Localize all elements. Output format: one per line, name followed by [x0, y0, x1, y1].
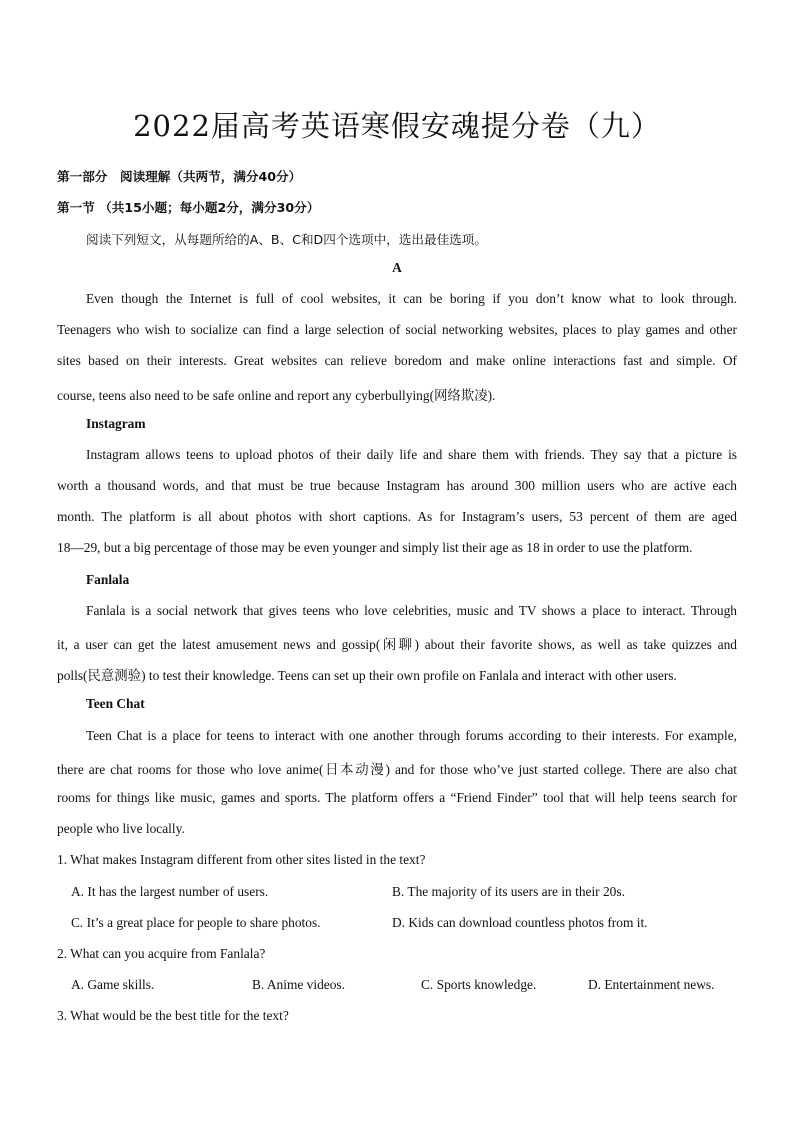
intro-line: sites based on their interests. Great websites can relieve boredom and make online interactions fast and simple. Of [57, 353, 737, 368]
question-stem: 1. What makes Instagram different from other sites listed in the text? [57, 852, 426, 867]
question-stem: 3. What would be the best title for the text? [57, 1008, 289, 1023]
instagram-line: month. The platform is all about photos with short captions. As for Instagram’s users, 53 percent of them are aged [57, 509, 737, 524]
teenchat-line: Teen Chat is a place for teens to interact with one another through forums according to their interests. For example, [86, 728, 737, 743]
question-stem: 2. What can you acquire from Fanlala? [57, 946, 266, 961]
fanlala-line: polls(民意测验) to test their knowledge. Teens can set up their own profile on Fanlala and interact with other users. [57, 668, 677, 683]
option-d: D. Kids can download countless photos from it. [392, 915, 648, 930]
teenchat-line: rooms for things like music, games and sports. The platform offers a “Friend Finder” tool that will help teens search for [57, 790, 737, 805]
teenchat-heading: Teen Chat [86, 696, 145, 711]
section1-heading: 第一节 （共15小题；每小题2分，满分30分） [57, 200, 320, 215]
intro-line: course, teens also need to be safe online and report any cyberbullying(网络欺凌). [57, 388, 496, 403]
passage-label: A [392, 260, 402, 275]
fanlala-line: Fanlala is a social network that gives teens who love celebrities, music and TV shows a place to interact. Through [86, 603, 737, 618]
fanlala-heading: Fanlala [86, 572, 130, 587]
teenchat-line: there are chat rooms for those who love anime(日本动漫) and for those who’ve just started college. There are also chat [57, 762, 737, 777]
instagram-line: 18—29, but a big percentage of those may be even younger and simply list their age as 18 in order to use the platform. [57, 540, 693, 555]
instagram-line: Instagram allows teens to upload photos of their daily life and share them with friends. They say that a picture is [86, 447, 737, 462]
teenchat-line: people who live locally. [57, 821, 185, 836]
part1-heading: 第一部分 阅读理解（共两节，满分40分） [57, 169, 302, 184]
intro-line: Even though the Internet is full of cool websites, it can be boring if you don’t know what to look through. [86, 291, 737, 306]
option-c: C. Sports knowledge. [421, 977, 537, 992]
instagram-line: worth a thousand words, and that must be true because Instagram has around 300 million users who are active each [57, 478, 737, 493]
fanlala-line: it, a user can get the latest amusement news and gossip(闲聊) about their favorite shows, as well as take quizzes and [57, 637, 737, 652]
instructions: 阅读下列短文，从每题所给的A、B、C和D四个选项中，选出最佳选项。 [86, 232, 487, 247]
option-c: C. It’s a great place for people to share photos. [71, 915, 321, 930]
option-b: B. Anime videos. [252, 977, 345, 992]
instagram-heading: Instagram [86, 416, 146, 431]
exam-title: 2022届高考英语寒假安魂提分卷（九） [133, 109, 661, 143]
intro-line: Teenagers who wish to socialize can find a large selection of social networking websites, places to play games and other [57, 322, 737, 337]
option-a: A. It has the largest number of users. [71, 884, 269, 899]
option-d: D. Entertainment news. [588, 977, 715, 992]
option-a: A. Game skills. [71, 977, 155, 992]
option-b: B. The majority of its users are in their 20s. [392, 884, 625, 899]
